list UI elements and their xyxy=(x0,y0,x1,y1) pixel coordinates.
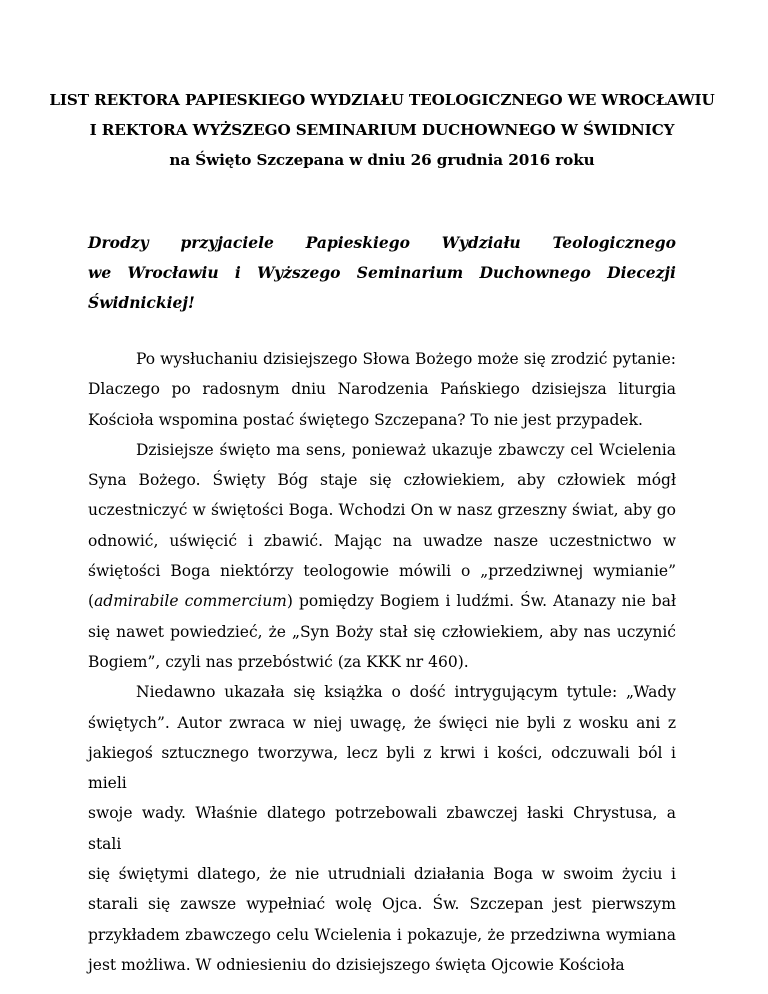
salutation-line-3 xyxy=(88,288,676,318)
paragraph-line: swoje wady. Właśnie dlatego potrzebowali zbawczej łaski Chrystusa, a stali xyxy=(88,804,676,853)
paragraph-line: Kościoła wspomina postać świętego Szczepana? To nie jest przypadek. xyxy=(88,410,643,429)
paragraph-line: Bogiem”, czyli nas przebóstwić (za KKK nr 460). xyxy=(88,652,469,671)
salutation-word: Papieskiego xyxy=(305,233,410,252)
letter-body xyxy=(88,344,676,980)
paragraph-line: przykładem zbawczego celu Wcielenia i pokazuje, że przedziwna wymiana xyxy=(88,925,676,944)
salutation-word: przyjaciele xyxy=(180,233,274,252)
paragraph xyxy=(88,435,676,677)
salutation-word: Teologicznego xyxy=(552,233,676,252)
title-line-1: LIST REKTORA PAPIESKIEGO WYDZIAŁU TEOLOGICZNEGO WE WROCŁAWIU xyxy=(49,91,715,109)
paragraph-line: starali się zawsze wypełniać wolę Ojca. Św. Szczepan jest pierwszym xyxy=(88,895,676,914)
title-line-2: I REKTORA WYŻSZEGO SEMINARIUM DUCHOWNEGO W ŚWIDNICY xyxy=(89,121,675,139)
salutation-word: i xyxy=(234,263,241,282)
paragraph-line: świętych”. Autor zwraca w niej uwagę, że święci nie byli z wosku ani z xyxy=(88,713,676,732)
paragraph-line: się nawet powiedzieć, że „Syn Boży stał się człowiekiem, aby nas uczynić xyxy=(88,622,676,641)
paragraph-line: (admirabile commercium) pomiędzy Bogiem i ludźmi. Św. Atanazy nie bał xyxy=(88,592,676,611)
salutation-word: Wydziału xyxy=(441,233,521,252)
paragraph-line: odnowić, uświęcić i zbawić. Mając na uwadze nasze uczestnictwo w xyxy=(88,531,676,550)
salutation xyxy=(88,228,676,318)
salutation-word: Wyższego xyxy=(257,263,341,282)
paragraph xyxy=(88,677,676,980)
salutation-line-1 xyxy=(88,228,676,258)
salutation-word: Duchownego xyxy=(479,263,591,282)
salutation-word: Świdnickiej! xyxy=(88,293,195,312)
paragraph-line: Po wysłuchaniu dzisiejszego Słowa Bożego może się zrodzić pytanie: xyxy=(136,350,676,368)
salutation-line-2 xyxy=(88,258,676,288)
letter-title xyxy=(48,85,716,175)
paragraph xyxy=(88,344,676,435)
paragraph-line: uczestniczyć w świętości Boga. Wchodzi On w nasz grzeszny świat, aby go xyxy=(88,501,676,520)
salutation-word: Wrocławiu xyxy=(127,263,219,282)
paragraph-line: Syna Bożego. Święty Bóg staje się człowiekiem, aby człowiek mógł xyxy=(88,471,676,490)
paragraph-line: się świętymi dlatego, że nie utrudniali działania Boga w swoim życiu i xyxy=(88,865,676,884)
salutation-word: Seminarium xyxy=(356,263,464,282)
salutation-word: Diecezji xyxy=(607,263,676,282)
paragraph-line: jest możliwa. W odniesieniu do dzisiejszego święta Ojcowie Kościoła xyxy=(88,955,625,974)
paragraph-line: Niedawno ukazała się książka o dość intrygującym tytule: „Wady xyxy=(136,683,676,702)
paragraph-line: świętości Boga niektórzy teologowie mówili o „przedziwnej wymianie” xyxy=(88,562,676,581)
salutation-word: we xyxy=(88,263,112,282)
latin-phrase: admirabile commercium xyxy=(94,592,287,611)
title-line-3: na Święto Szczepana w dniu 26 grudnia 2016 roku xyxy=(169,151,595,169)
paragraph-line: Dzisiejsze święto ma sens, ponieważ ukazuje zbawczy cel Wcielenia xyxy=(136,440,676,459)
salutation-word: Drodzy xyxy=(88,233,149,252)
paragraph-line: Dlaczego po radosnym dniu Narodzenia Pańskiego dzisiejsza liturgia xyxy=(88,380,676,399)
paragraph-line: jakiegoś sztucznego tworzywa, lecz byli z krwi i kości, odczuwali ból i mieli xyxy=(88,743,676,793)
